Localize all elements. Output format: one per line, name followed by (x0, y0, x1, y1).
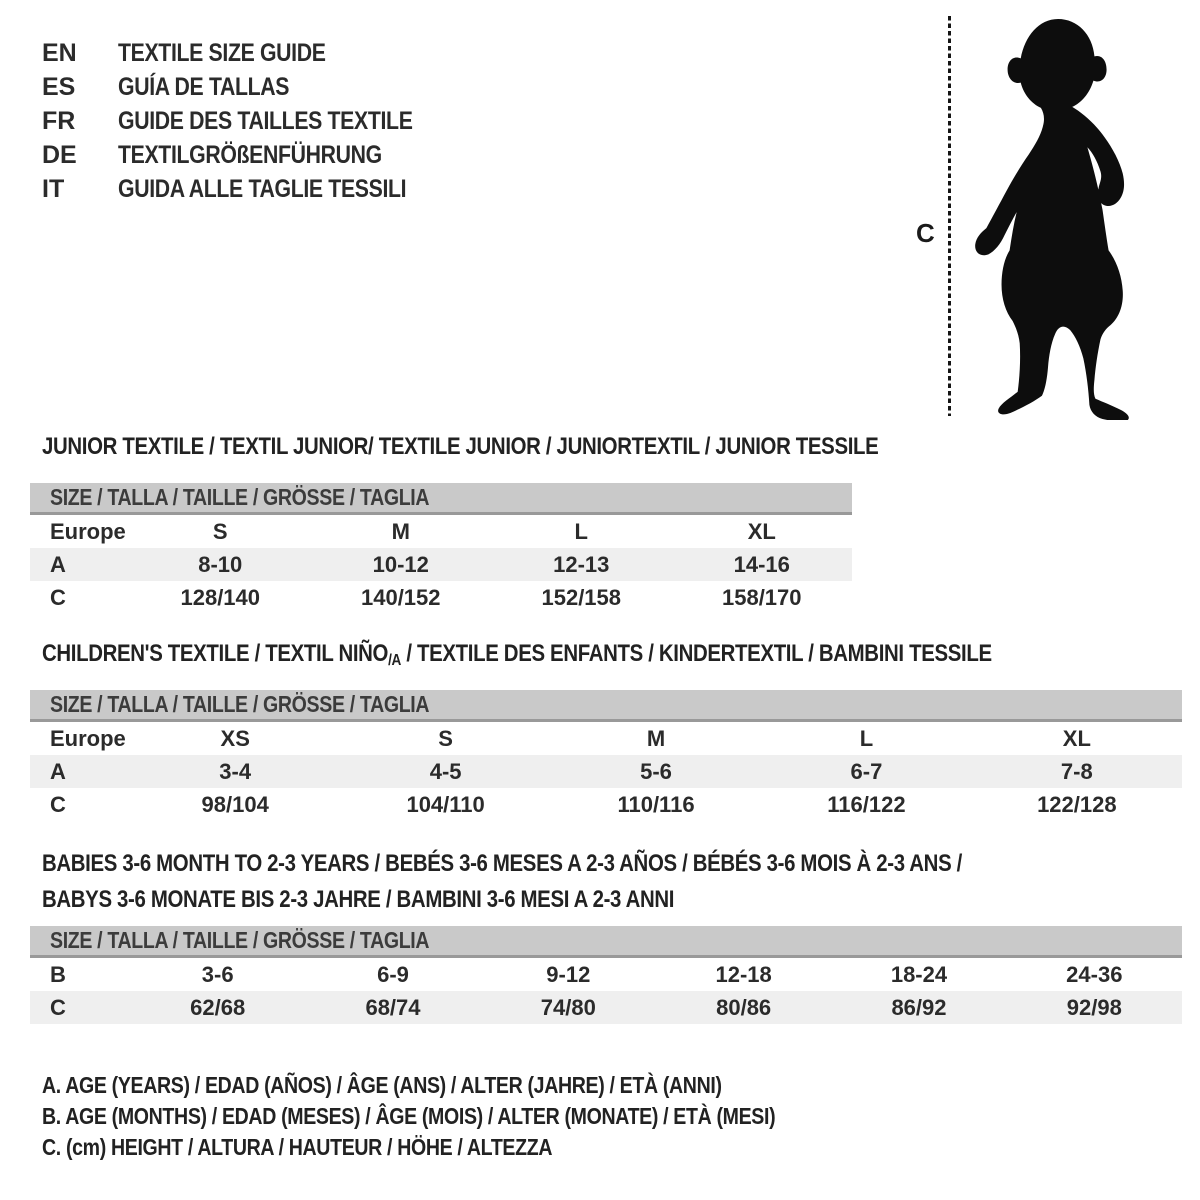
age-cell: 12-18 (715, 961, 772, 987)
language-row-fr (42, 104, 465, 138)
legend-line-b (42, 1101, 905, 1132)
measure-legend (42, 1070, 905, 1163)
language-code-it: IT (42, 174, 65, 203)
height-measure-label: C (916, 218, 935, 248)
language-title-de: TEXTILGRÖßENFÜHRUNG (118, 140, 382, 169)
legend-line-a (42, 1070, 905, 1101)
age-cell: 3-6 (201, 961, 234, 987)
language-row-es (42, 70, 465, 104)
babies-heading-line1-text: BABIES 3-6 MONTH TO 2-3 YEARS / BEBÉS 3-6 MESES A 2-3 AÑOS / BÉBÉS 3-6 MOIS À 2-3 ANS / (42, 850, 963, 877)
height-cell: 122/128 (1037, 791, 1117, 817)
table-row (30, 548, 852, 581)
babies-heading-line2-text: BABYS 3-6 MONATE BIS 2-3 JAHRE / BAMBINI 3-6 MESI A 2-3 ANNI (42, 886, 675, 913)
table-row (30, 788, 1182, 821)
row-label: C (50, 791, 66, 817)
row-label: Europe (50, 725, 126, 751)
age-cell: 18-24 (890, 961, 948, 987)
babies-section-heading-line1 (42, 851, 1124, 877)
height-cell: 98/104 (201, 791, 269, 817)
children-heading-prefix: CHILDREN'S TEXTILE / TEXTIL NIÑO (42, 640, 389, 667)
language-code-es: ES (42, 72, 76, 101)
age-cell: 10-12 (372, 551, 429, 577)
height-cell: 110/116 (617, 791, 695, 817)
children-section-heading-text (42, 641, 992, 674)
height-cell: 140/152 (360, 584, 441, 610)
height-cell: 158/170 (721, 584, 802, 610)
table-row (30, 515, 852, 548)
language-code-de: DE (42, 140, 77, 169)
age-cell: 6-9 (377, 961, 409, 987)
table-row (30, 722, 1182, 755)
children-table-header-text: SIZE / TALLA / TAILLE / GRÖSSE / TAGLIA (50, 691, 430, 717)
children-size-table (30, 690, 1182, 821)
language-title-en: TEXTILE SIZE GUIDE (118, 38, 326, 67)
size-cell: L (859, 725, 874, 751)
age-cell: 12-13 (553, 551, 610, 577)
size-cell: L (574, 518, 588, 544)
age-cell: 9-12 (546, 961, 591, 987)
age-cell: 8-10 (198, 551, 243, 577)
height-cell: 116/122 (827, 791, 906, 817)
age-cell: 14-16 (733, 551, 790, 577)
language-row-en (42, 36, 465, 70)
row-label: A (50, 758, 66, 784)
language-row-it (42, 172, 465, 206)
height-cell: 152/158 (541, 584, 622, 610)
size-cell: M (391, 518, 410, 544)
age-cell: 7-8 (1060, 758, 1093, 784)
babies-size-table (30, 926, 1182, 1024)
height-cell: 104/110 (406, 791, 485, 817)
row-label: Europe (50, 518, 126, 544)
row-label: C (50, 994, 66, 1020)
height-measure-dashed-line (948, 16, 951, 416)
height-cell: 74/80 (540, 994, 596, 1020)
size-cell: XS (220, 725, 250, 751)
age-cell: 3-4 (219, 758, 252, 784)
table-row (30, 581, 852, 614)
junior-table-header-bar (30, 483, 852, 515)
legend-line-c-text: C. (cm) HEIGHT / ALTURA / HAUTEUR / HÖHE / ALTEZZA (42, 1134, 553, 1160)
language-title-es: GUÍA DE TALLAS (118, 72, 290, 101)
language-row-de (42, 138, 465, 172)
size-cell: S (438, 725, 453, 751)
children-heading-subscript: /A (388, 652, 402, 669)
height-cell: 68/74 (365, 994, 421, 1020)
language-code-fr: FR (42, 106, 76, 135)
row-label: A (50, 551, 66, 577)
table-row (30, 755, 1182, 788)
legend-line-a-text: A. AGE (YEARS) / EDAD (AÑOS) / ÂGE (ANS) / ALTER (JAHRE) / ETÀ (ANNI) (42, 1072, 722, 1098)
height-cell: 80/86 (716, 994, 772, 1020)
size-cell: M (646, 725, 666, 751)
language-title-fr: GUIDE DES TAILLES TEXTILE (118, 106, 413, 135)
language-code-en: EN (42, 38, 77, 67)
language-title-list (42, 36, 465, 206)
children-section-heading (42, 641, 1159, 667)
height-cell: 86/92 (891, 994, 947, 1020)
size-cell: S (212, 518, 228, 544)
junior-table-header-text: SIZE / TALLA / TAILLE / GRÖSSE / TAGLIA (50, 484, 430, 510)
size-cell: XL (747, 518, 776, 544)
table-row (30, 991, 1182, 1024)
children-table-header-bar (30, 690, 1182, 722)
junior-section-heading-text: JUNIOR TEXTILE / TEXTIL JUNIOR/ TEXTILE JUNIOR / JUNIORTEXTIL / JUNIOR TESSILE (42, 433, 879, 460)
legend-line-b-text: B. AGE (MONTHS) / EDAD (MESES) / ÂGE (MOIS) / ALTER (MONATE) / ETÀ (MESI) (42, 1103, 776, 1129)
row-label: B (50, 961, 66, 987)
babies-section-heading-line2 (42, 887, 786, 913)
age-cell: 5-6 (640, 758, 672, 784)
children-heading-suffix: / TEXTILE DES ENFANTS / KINDERTEXTIL / BAMBINI TESSILE (401, 640, 992, 667)
age-cell: 4-5 (429, 758, 462, 784)
age-cell: 24-36 (1066, 961, 1123, 987)
height-cell: 62/68 (190, 994, 246, 1020)
junior-section-heading (42, 434, 1026, 460)
babies-table-header-bar (30, 926, 1182, 958)
language-title-it: GUIDA ALLE TAGLIE TESSILI (118, 174, 407, 203)
table-row (30, 958, 1182, 991)
legend-line-c (42, 1132, 905, 1163)
toddler-silhouette (963, 16, 1135, 420)
babies-table-header-text: SIZE / TALLA / TAILLE / GRÖSSE / TAGLIA (50, 927, 430, 953)
height-cell: 92/98 (1066, 994, 1122, 1020)
height-cell: 128/140 (180, 584, 261, 610)
age-cell: 6-7 (850, 758, 883, 784)
size-cell: XL (1062, 725, 1091, 751)
row-label: C (50, 584, 66, 610)
junior-size-table (30, 483, 852, 614)
